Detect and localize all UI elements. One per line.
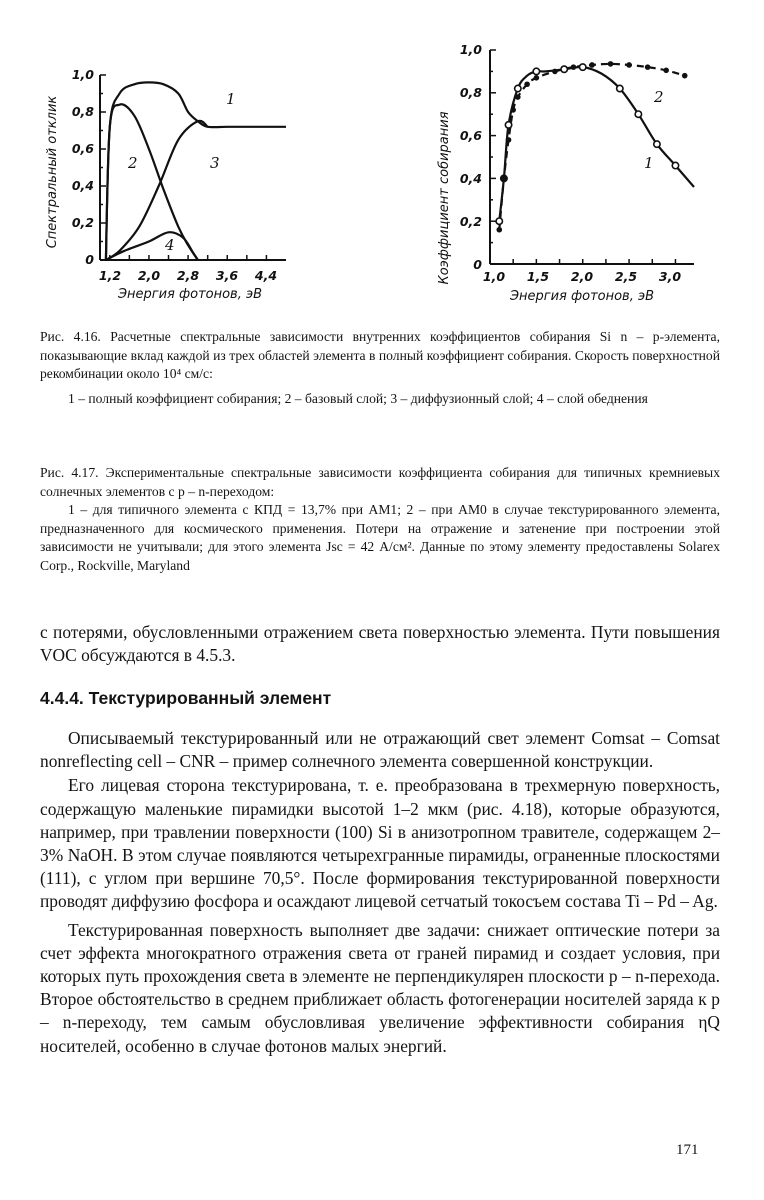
data-point-series-2	[608, 61, 614, 67]
data-point-series-2	[626, 62, 632, 68]
x-tick-label: 3,0	[658, 269, 682, 284]
data-point-series-2	[645, 64, 651, 70]
caption-fig-4-17	[40, 464, 720, 575]
data-point-series-2	[506, 137, 512, 143]
y-tick-label: 0,2	[459, 214, 482, 229]
y-tick-label: 0	[85, 252, 94, 267]
y-tick-label: 0,4	[71, 178, 94, 193]
x-tick-label: 1,0	[482, 269, 506, 284]
y-tick-label: 0	[473, 257, 482, 272]
series-line-2	[106, 104, 198, 260]
data-point-series-2	[501, 176, 507, 182]
curve-label-3: 3	[210, 154, 220, 172]
caption-fig-4-16	[40, 328, 720, 408]
y-tick-label: 0,6	[459, 128, 482, 143]
data-point-series-1	[496, 218, 502, 224]
section-heading: 4.4.4. Текстурированный элемент	[40, 688, 332, 708]
data-point-series-2	[682, 73, 688, 79]
data-point-series-1	[617, 85, 623, 91]
series-line-3	[106, 121, 208, 260]
data-point-series-2	[552, 69, 558, 75]
x-tick-label: 2,8	[176, 268, 200, 283]
y-tick-label: 0,8	[71, 104, 94, 119]
caption-text: Рис. 4.16. Расчетные спектральные зависимости внутренних коэффициентов собирания Si n – p-элемента, показывающие вклад каждой из трех областей элемента в полный коэффициент собирания. Скорость поверхностной рекомбинации около 10⁴ см/с:	[40, 329, 720, 381]
paragraph: Текстурированная поверхность выполняет две задачи: снижает оптические потери за счет эффекта многократного отражения света от граней пирамид и создает условия, при которых путь прохождения света в элементе не перпендикулярен плоскости p – n-перехода. Второе обстоятельство в среднем приближает область фотогенерации носителей заряда к p – n-переходу, тем самым обусловливая увеличение эффективности собирания ηQ носителей, особенно в случае фотонов малых энергий.	[40, 919, 720, 1056]
data-point-series-1	[654, 141, 660, 147]
y-axis-label: Спектральный отклик	[45, 95, 60, 249]
y-tick-label: 0,2	[71, 215, 94, 230]
y-axis-label: Коэффициент собирания	[437, 111, 452, 285]
y-tick-label: 1,0	[459, 42, 482, 57]
data-point-series-2	[589, 62, 595, 68]
curve-label-1: 1	[644, 154, 654, 172]
figure-4-17	[432, 38, 722, 308]
figure-4-16-chart	[38, 60, 298, 310]
paragraph: Описываемый текстурированный или не отражающий свет элемент Comsat – Comsat nonreflecting cell – CNR – пример солнечного элемента совершенной конструкции.	[40, 728, 720, 772]
curve-label-2: 2	[654, 88, 664, 106]
data-point-series-2	[571, 64, 577, 70]
curve-label-1: 1	[226, 90, 236, 108]
data-point-series-1	[672, 162, 678, 168]
x-tick-label: 3,6	[215, 268, 239, 283]
body-text	[40, 727, 720, 1058]
figure-4-17-chart	[432, 38, 722, 308]
data-point-series-1	[580, 64, 586, 70]
series-line-1	[499, 67, 694, 221]
data-point-series-2	[524, 81, 530, 87]
y-tick-label: 0,8	[459, 85, 482, 100]
data-point-series-1	[635, 111, 641, 117]
y-tick-label: 1,0	[71, 67, 94, 82]
x-tick-label: 1,5	[526, 269, 550, 284]
curve-label-2: 2	[128, 154, 138, 172]
data-point-series-1	[561, 66, 567, 72]
caption-legend: 1 – для типичного элемента с КПД = 13,7% при AM1; 2 – при AM0 в случае текстурированного элемента, предназначенного для космического применения. Потери на отражение и затенение при построении этой зависимости не учитывали; для этого элемента Jsc = 42 А/см². Данные по этому элементу предоставлены Solarex Corp., Rockville, Maryland	[40, 502, 720, 573]
data-point-series-1	[533, 68, 539, 74]
x-axis-label: Энергия фотонов, эВ	[117, 287, 263, 302]
data-point-series-2	[510, 107, 516, 113]
data-point-series-1	[505, 122, 511, 128]
data-point-series-2	[515, 94, 521, 100]
paragraph: Его лицевая сторона текстурирована, т. е. преобразована в трехмерную поверхность, содержащую маленькие пирамидки высотой 1–2 мкм (рис. 4.18), которые образуются, например, при травлении поверхности (100) Si в анизотропном травителе, содержащем 2–3% NaOH. В этом случае появляются четырехгранные пирамиды, ограненные плоскостями (111), с углом при вершине 70,5°. После формирования текстурированной поверхности проводят диффузию фосфора и осаждают лицевой сетчатый токосъем состава Ti – Pd – Ag.	[40, 775, 720, 912]
data-point-series-2	[663, 68, 669, 74]
y-tick-label: 0,6	[71, 141, 94, 156]
curve-label-4: 4	[165, 236, 175, 254]
x-tick-label: 2,5	[614, 269, 638, 284]
paragraph: с потерями, обусловленными отражением света поверхностью элемента. Пути повышения VOC обсуждаются в 4.5.3.	[40, 622, 720, 666]
x-tick-label: 2,0	[137, 268, 161, 283]
page-number: 171	[676, 1142, 699, 1158]
data-point-series-2	[496, 227, 502, 233]
caption-text: Рис. 4.17. Экспериментальные спектральные зависимости коэффициента собирания для типичных кремниевых солнечных элементов с p – n-переходом:	[40, 465, 720, 499]
x-tick-label: 4,4	[254, 268, 278, 283]
data-point-series-2	[534, 75, 540, 81]
paragraph-continuation	[40, 621, 720, 667]
x-tick-label: 2,0	[570, 269, 594, 284]
x-axis-label: Энергия фотонов, эВ	[509, 289, 655, 304]
y-tick-label: 0,4	[459, 171, 482, 186]
data-point-series-1	[515, 85, 521, 91]
figure-4-16	[38, 60, 298, 310]
caption-legend: 1 – полный коэффициент собирания; 2 – базовый слой; 3 – диффузионный слой; 4 – слой обеднения	[68, 390, 648, 406]
x-tick-label: 1,2	[98, 268, 122, 283]
